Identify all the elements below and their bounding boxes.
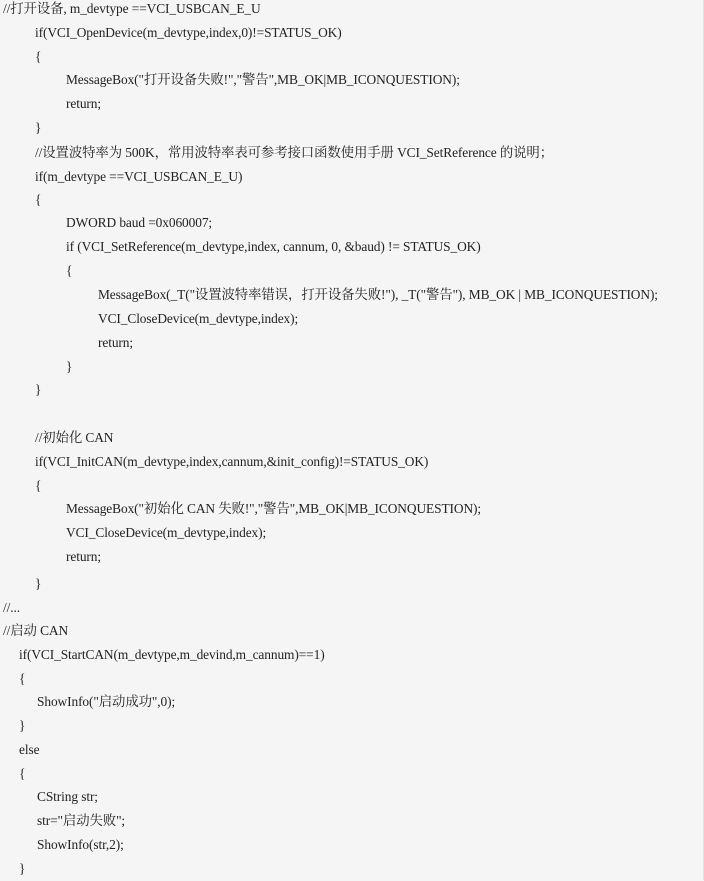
code-line: if(VCI_InitCAN(m_devtype,index,cannum,&init_config)!=STATUS_OK) bbox=[35, 454, 429, 469]
code-line: if(VCI_OpenDevice(m_devtype,index,0)!=STATUS_OK) bbox=[35, 25, 342, 40]
code-line: //设置波特率为 500K，常用波特率表可参考接口函数使用手册 VCI_SetReference 的说明； bbox=[35, 145, 554, 160]
code-line: if(m_devtype ==VCI_USBCAN_E_U) bbox=[35, 169, 243, 184]
code-line: VCI_CloseDevice(m_devtype,index); bbox=[66, 525, 267, 540]
code-line: //打开设备, m_devtype ==VCI_USBCAN_E_U bbox=[3, 1, 261, 16]
code-line: { bbox=[35, 49, 42, 64]
code-line: { bbox=[19, 766, 26, 781]
code-line: } bbox=[35, 576, 42, 591]
code-line: //初始化 CAN bbox=[35, 430, 114, 445]
code-line: } bbox=[19, 861, 26, 876]
code-line: { bbox=[35, 192, 42, 207]
code-line: else bbox=[19, 742, 40, 757]
code-line: DWORD baud =0x060007; bbox=[66, 215, 213, 230]
code-line: { bbox=[19, 671, 26, 686]
code-line: return; bbox=[66, 96, 101, 111]
code-line: VCI_CloseDevice(m_devtype,index); bbox=[98, 311, 299, 326]
code-line: str="启动失败"; bbox=[37, 813, 126, 828]
code-line: CString str; bbox=[37, 789, 98, 804]
code-line: //... bbox=[3, 600, 20, 615]
code-line: MessageBox("初始化 CAN 失败!","警告",MB_OK|MB_ICONQUESTION); bbox=[66, 501, 482, 516]
code-line: } bbox=[35, 120, 42, 135]
code-line: ShowInfo(str,2); bbox=[37, 837, 124, 852]
code-line: //启动 CAN bbox=[3, 623, 69, 638]
code-line: } bbox=[35, 382, 42, 397]
code-line: } bbox=[19, 718, 26, 733]
code-line: ShowInfo("启动成功",0); bbox=[37, 694, 176, 709]
code-line: { bbox=[66, 263, 73, 278]
code-line: MessageBox("打开设备失败!","警告",MB_OK|MB_ICONQUESTION); bbox=[66, 72, 460, 87]
code-line: return; bbox=[98, 335, 133, 350]
code-line: { bbox=[35, 478, 42, 493]
code-line: return; bbox=[66, 549, 101, 564]
code-line: if(VCI_StartCAN(m_devtype,m_devind,m_cannum)==1) bbox=[19, 647, 325, 662]
code-line: } bbox=[66, 359, 73, 374]
code-line: MessageBox(_T("设置波特率错误，打开设备失败!"), _T("警告"), MB_OK | MB_ICONQUESTION); bbox=[98, 287, 658, 302]
code-line: if (VCI_SetReference(m_devtype,index, cannum, 0, &baud) != STATUS_OK) bbox=[66, 239, 481, 254]
